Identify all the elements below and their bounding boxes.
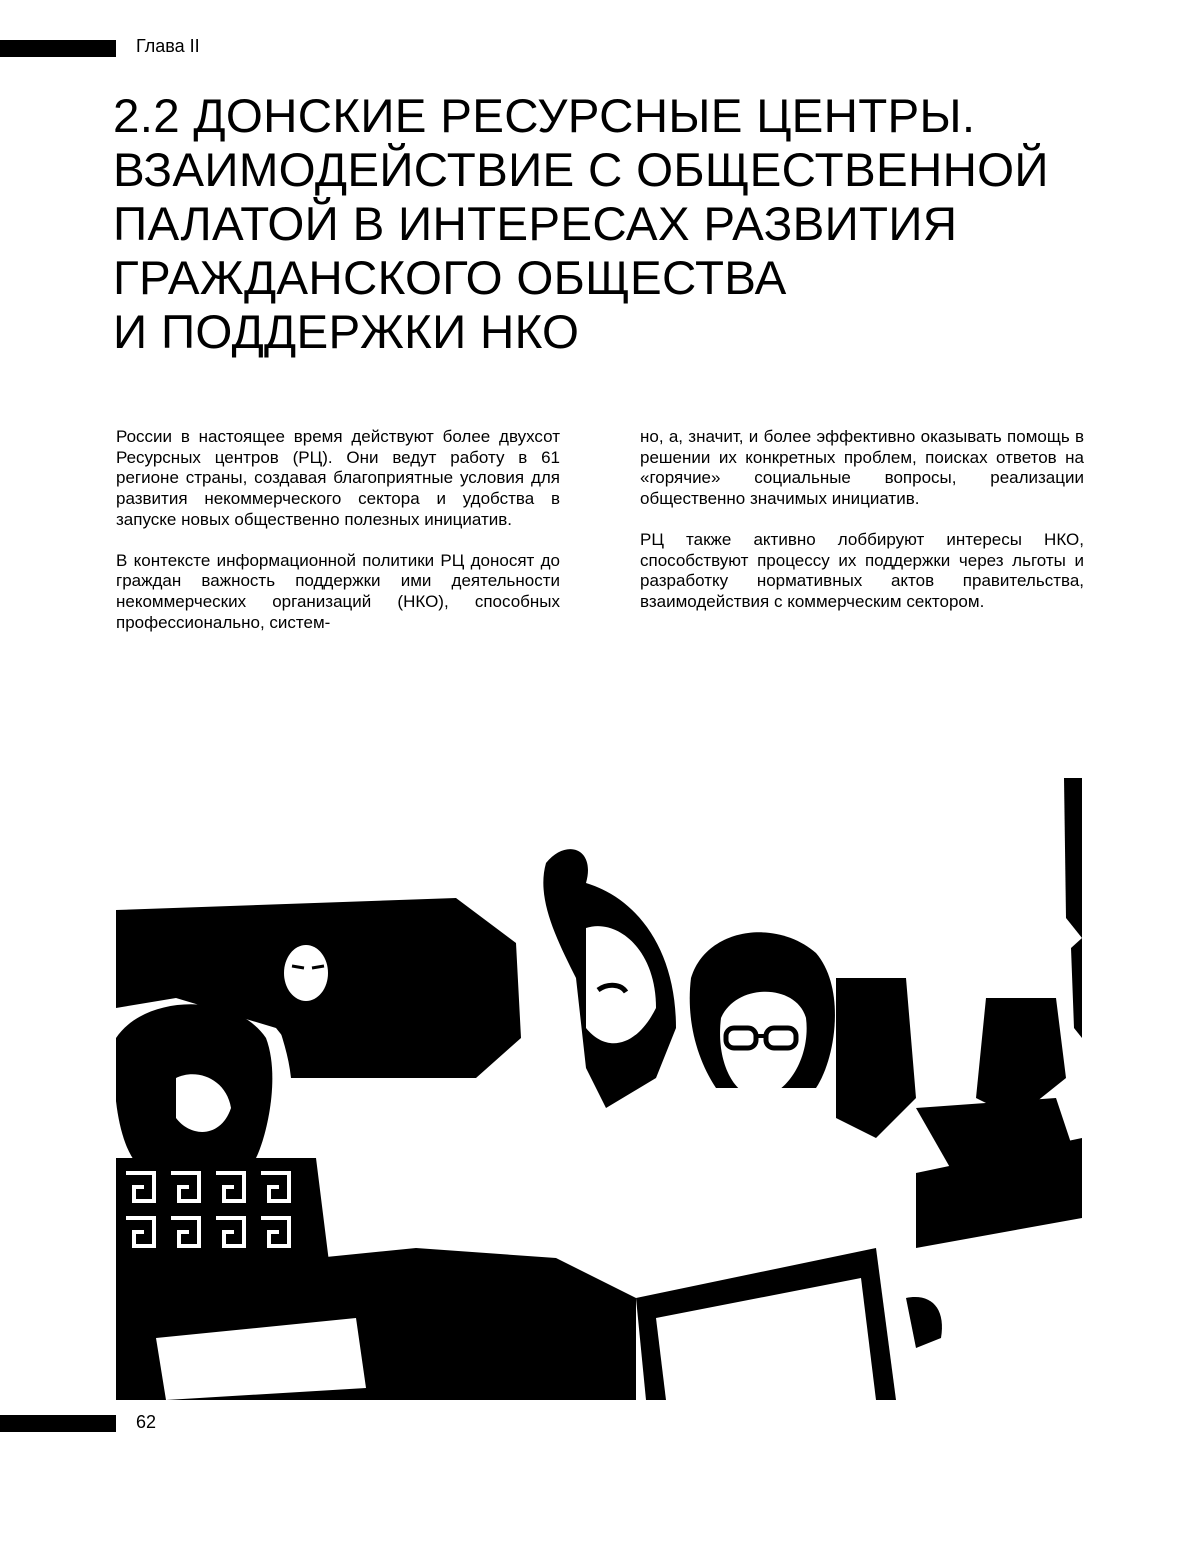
paragraph: России в настоящее время действуют более двухсот Ресурсных центров (РЦ). Они ведут работу в 61 регионе страны, создавая благоприятные условия для развития некоммерческого сектора и удобства в запуске новых общественно полезных инициатив. bbox=[116, 427, 560, 529]
section-title bbox=[113, 90, 1113, 360]
chapter-label: Глава II bbox=[136, 36, 200, 56]
footer-marker-bar bbox=[0, 1415, 116, 1432]
title-line: ГРАЖДАНСКОГО ОБЩЕСТВА bbox=[113, 252, 787, 305]
body-column-left bbox=[116, 427, 560, 653]
body-column-right bbox=[640, 427, 1084, 633]
title-line: И ПОДДЕРЖКИ НКО bbox=[113, 306, 580, 359]
paragraph: но, а, значит, и более эффективно оказывать помощь в решении их конкретных проблем, поисках ответов на «горячие» социальные вопросы, реализации общественно значимых инициатив. bbox=[640, 427, 1084, 509]
paragraph: РЦ также активно лоббируют интересы НКО, способствуют процессу их поддержки через льготы и разработку нормативных актов правительства, взаимодействия с коммерческим сектором. bbox=[640, 529, 1084, 611]
title-line: ПАЛАТОЙ В ИНТЕРЕСАХ РАЗВИТИЯ bbox=[113, 198, 958, 251]
page-number: 62 bbox=[136, 1412, 157, 1432]
paragraph: В контексте информационной политики РЦ доносят до граждан важность поддержки ими деятельности некоммерческих организаций (НКО), способных профессионально, систем- bbox=[116, 550, 560, 632]
meeting-photo bbox=[116, 778, 1082, 1400]
chapter-marker-bar bbox=[0, 40, 116, 57]
title-line: ВЗАИМОДЕЙСТВИЕ С ОБЩЕСТВЕННОЙ bbox=[113, 144, 1049, 197]
title-line: 2.2 ДОНСКИЕ РЕСУРСНЫЕ ЦЕНТРЫ. bbox=[113, 90, 976, 143]
